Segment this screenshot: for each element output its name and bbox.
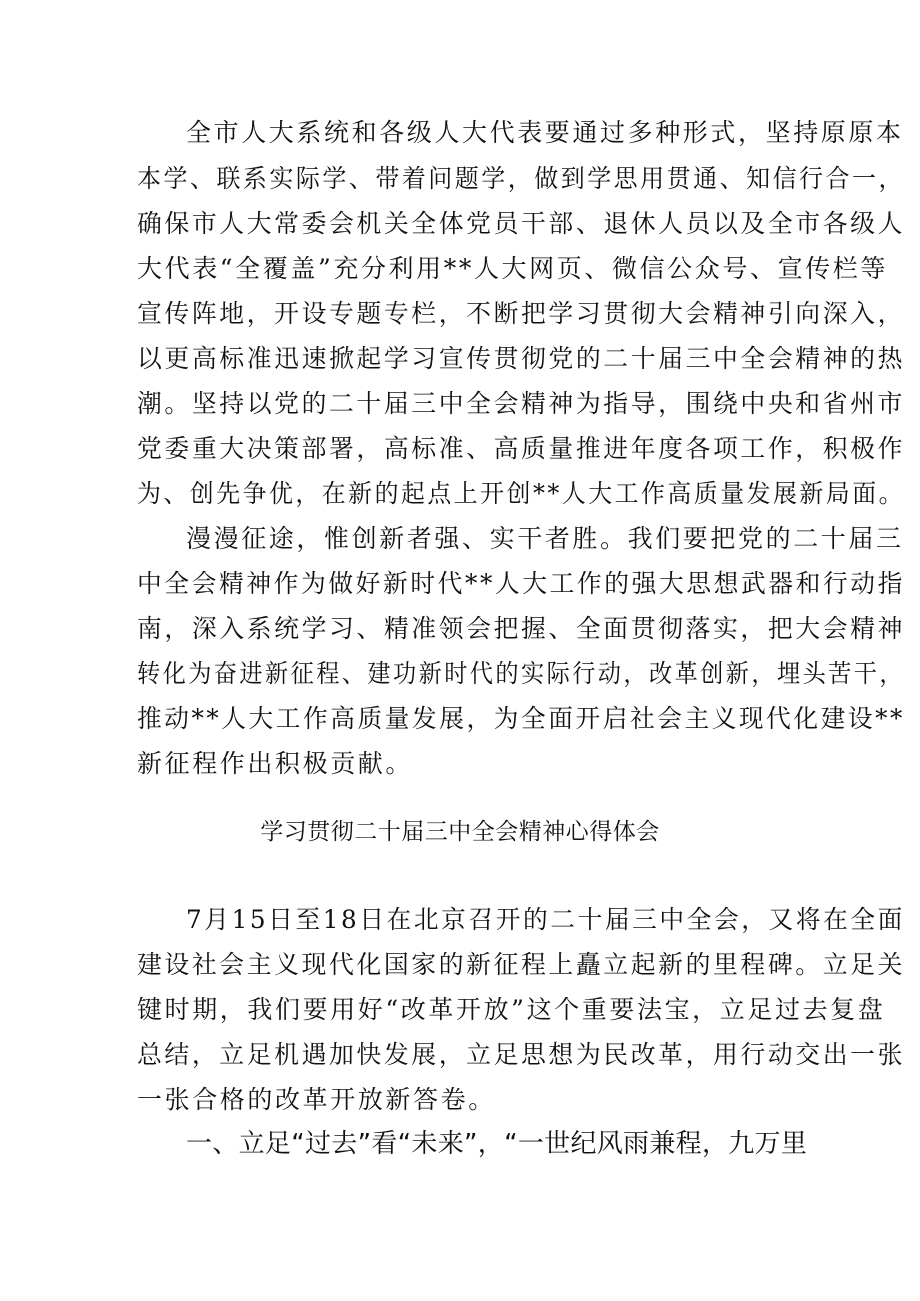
paragraph-1-line-3: 确保市人大常委会机关全体党员干部、退休人员以及全市各级人 (137, 209, 906, 238)
paragraph-3-line-5: 一张合格的改革开放新答卷。 (137, 1085, 496, 1114)
paragraph-2-line-5: 推动**人大工作高质量发展，为全面开启社会主义现代化建设** (137, 704, 905, 733)
paragraph-2-line-4: 转化为奋进新征程、建功新时代的实际行动，改革创新，埋头苦干， (137, 659, 905, 688)
paragraph-3-line-4: 总结，立足机遇加快发展，立足思想为民改革，用行动交出一张 (137, 1040, 906, 1069)
paragraph-2-line-6: 新征程作出积极贡献。 (137, 749, 414, 778)
paragraph-2-line-3: 南，深入系统学习、精准领会把握、全面贯彻落实，把大会精神 (137, 614, 906, 643)
paragraph-1-line-1: 全市人大系统和各级人大代表要通过多种形式，坚持原原本 (186, 118, 904, 147)
paragraph-3-line-2: 建设社会主义现代化国家的新征程上矗立起新的里程碑。立足关 (137, 950, 906, 979)
paragraph-1-line-5: 宣传阵地，开设专题专栏，不断把学习贯彻大会精神引向深入， (137, 299, 906, 328)
paragraph-1-line-8: 党委重大决策部署，高标准、高质量推进年度各项工作，积极作 (137, 434, 906, 463)
paragraph-2-line-1: 漫漫征途，惟创新者强、实干者胜。我们要把党的二十届三 (186, 524, 904, 553)
paragraph-1-line-9: 为、创先争优，在新的起点上开创**人大工作高质量发展新局面。 (137, 479, 906, 508)
paragraph-1-line-6: 以更高标准迅速掀起学习宣传贯彻党的二十届三中全会精神的热 (137, 344, 906, 373)
paragraph-1-line-4: 大代表“全覆盖”充分利用**人大网页、微信公众号、宣传栏等 (137, 254, 888, 283)
section-title: 学习贯彻二十届三中全会精神心得体会 (260, 819, 660, 845)
paragraph-1-line-2: 本学、联系实际学、带着问题学，做到学思用贯通、知信行合一， (137, 164, 905, 193)
paragraph-3-line-1: 7月15日至18日在北京召开的二十届三中全会，又将在全面 (186, 905, 905, 934)
paragraph-2-line-2: 中全会精神作为做好新时代**人大工作的强大思想武器和行动指 (137, 569, 905, 598)
paragraph-3-line-3: 键时期，我们要用好“改革开放”这个重要法宝，立足过去复盘 (137, 995, 886, 1024)
paragraph-1-line-7: 潮。坚持以党的二十届三中全会精神为指导，围绕中央和省州市 (137, 389, 906, 418)
subheading-1: 一、立足“过去”看“未来”，“一世纪风雨兼程，九万里 (186, 1129, 808, 1159)
